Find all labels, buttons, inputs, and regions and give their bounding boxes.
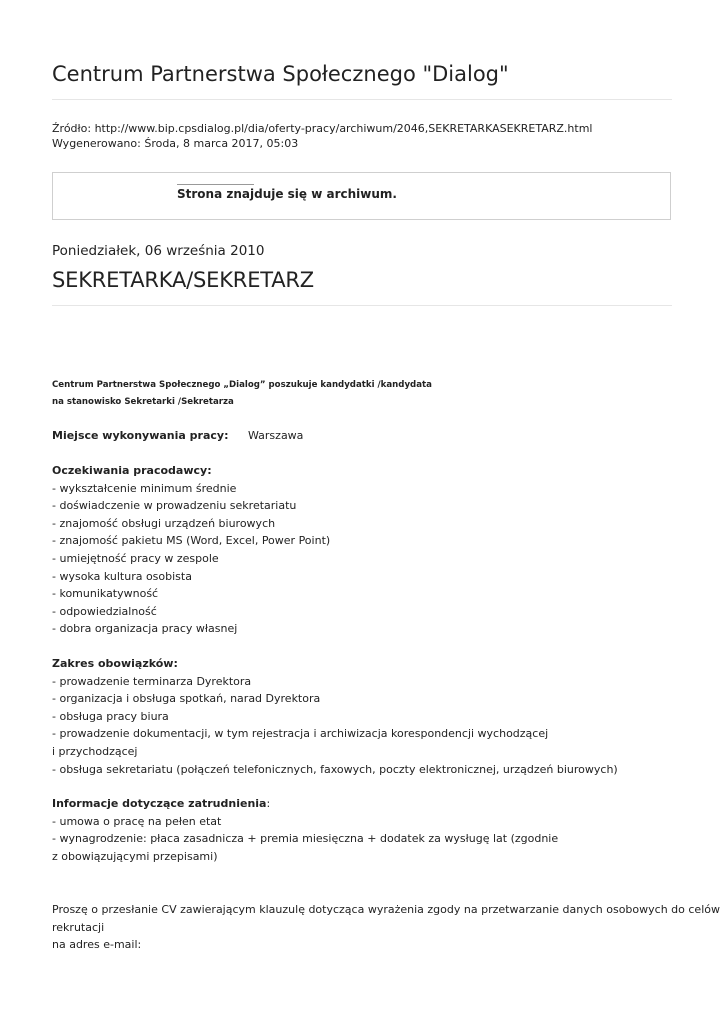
list-item: - prowadzenie terminarza Dyrektora [52,674,252,688]
site-title: Centrum Partnerstwa Społecznego "Dialog" [52,62,509,86]
intro-line: na stanowisko Sekretarki /Sekretarza [52,397,234,407]
archive-notice-rule [177,184,254,185]
article-date: Poniedziałek, 06 września 2010 [52,243,265,259]
list-item: - wykształcenie minimum średnie [52,481,237,495]
expectations-heading: Oczekiwania pracodawcy: [52,464,212,477]
list-item: - znajomość pakietu MS (Word, Excel, Power Point) [52,534,331,548]
expectations-section [52,462,330,638]
intro-line: Centrum Partnerstwa Społecznego „Dialog” poszukuje kandydatki /kandydata [52,380,432,390]
closing-line: na adres e-mail: [52,938,142,952]
list-item: - doświadczenie w prowadzeniu sekretariatu [52,499,297,513]
list-item: - obsługa sekretariatu (połączeń telefonicznych, faxowych, poczty elektronicznej, urządzeń biurowych) [52,762,618,776]
list-item: - odpowiedzialność [52,604,157,618]
duties-section [52,655,618,778]
title-divider [52,305,672,306]
list-item: - prowadzenie dokumentacji, w tym rejestracja i archiwizacja korespondencji wychodzącej [52,727,549,741]
list-item: z obowiązującymi przepisami) [52,849,218,863]
list-item: - organizacja i obsługa spotkań, narad Dyrektora [52,692,321,706]
archive-notice-text: Strona znajduje się w archiwum. [177,187,397,201]
employment-heading-suffix: : [266,797,271,810]
list-item: i przychodzącej [52,744,138,758]
closing-paragraph [52,901,720,954]
article-title: SEKRETARKA/SEKRETARZ [52,268,314,292]
generated-date: Wygenerowano: Środa, 8 marca 2017, 05:03 [52,137,299,150]
list-item: - znajomość obsługi urządzeń biurowych [52,516,276,530]
list-item: - wysoka kultura osobista [52,569,192,583]
source-info [52,121,592,151]
list-item: - dobra organizacja pracy własnej [52,622,238,636]
duties-heading: Zakres obowiązków: [52,657,178,670]
employment-heading: Informacje dotyczące zatrudnienia [52,797,267,810]
source-url[interactable]: Źródło: http://www.bip.cpsdialog.pl/dia/oferty-pracy/archiwum/2046,SEKRETARKASEKRETARZ.html [52,122,593,135]
place-label: Miejsce wykonywania pracy: [52,429,229,442]
list-item: - komunikatywność [52,587,159,601]
header-divider [52,99,672,100]
list-item: - obsługa pracy biura [52,709,169,723]
closing-line: Proszę o przesłanie CV zawierającym klauzulę dotycząca wyrażenia zgody na przetwarzanie danych osobowych do celów [52,903,720,916]
list-item: - umiejętność pracy w zespole [52,551,219,565]
article-intro [52,377,432,411]
employment-section [52,795,558,865]
place-value: Warszawa [248,429,304,442]
closing-line: rekrutacji [52,920,105,934]
list-item: - wynagrodzenie: płaca zasadnicza + premia miesięczna + dodatek za wysługę lat (zgodnie [52,832,559,846]
list-item: - umowa o pracę na pełen etat [52,814,222,828]
